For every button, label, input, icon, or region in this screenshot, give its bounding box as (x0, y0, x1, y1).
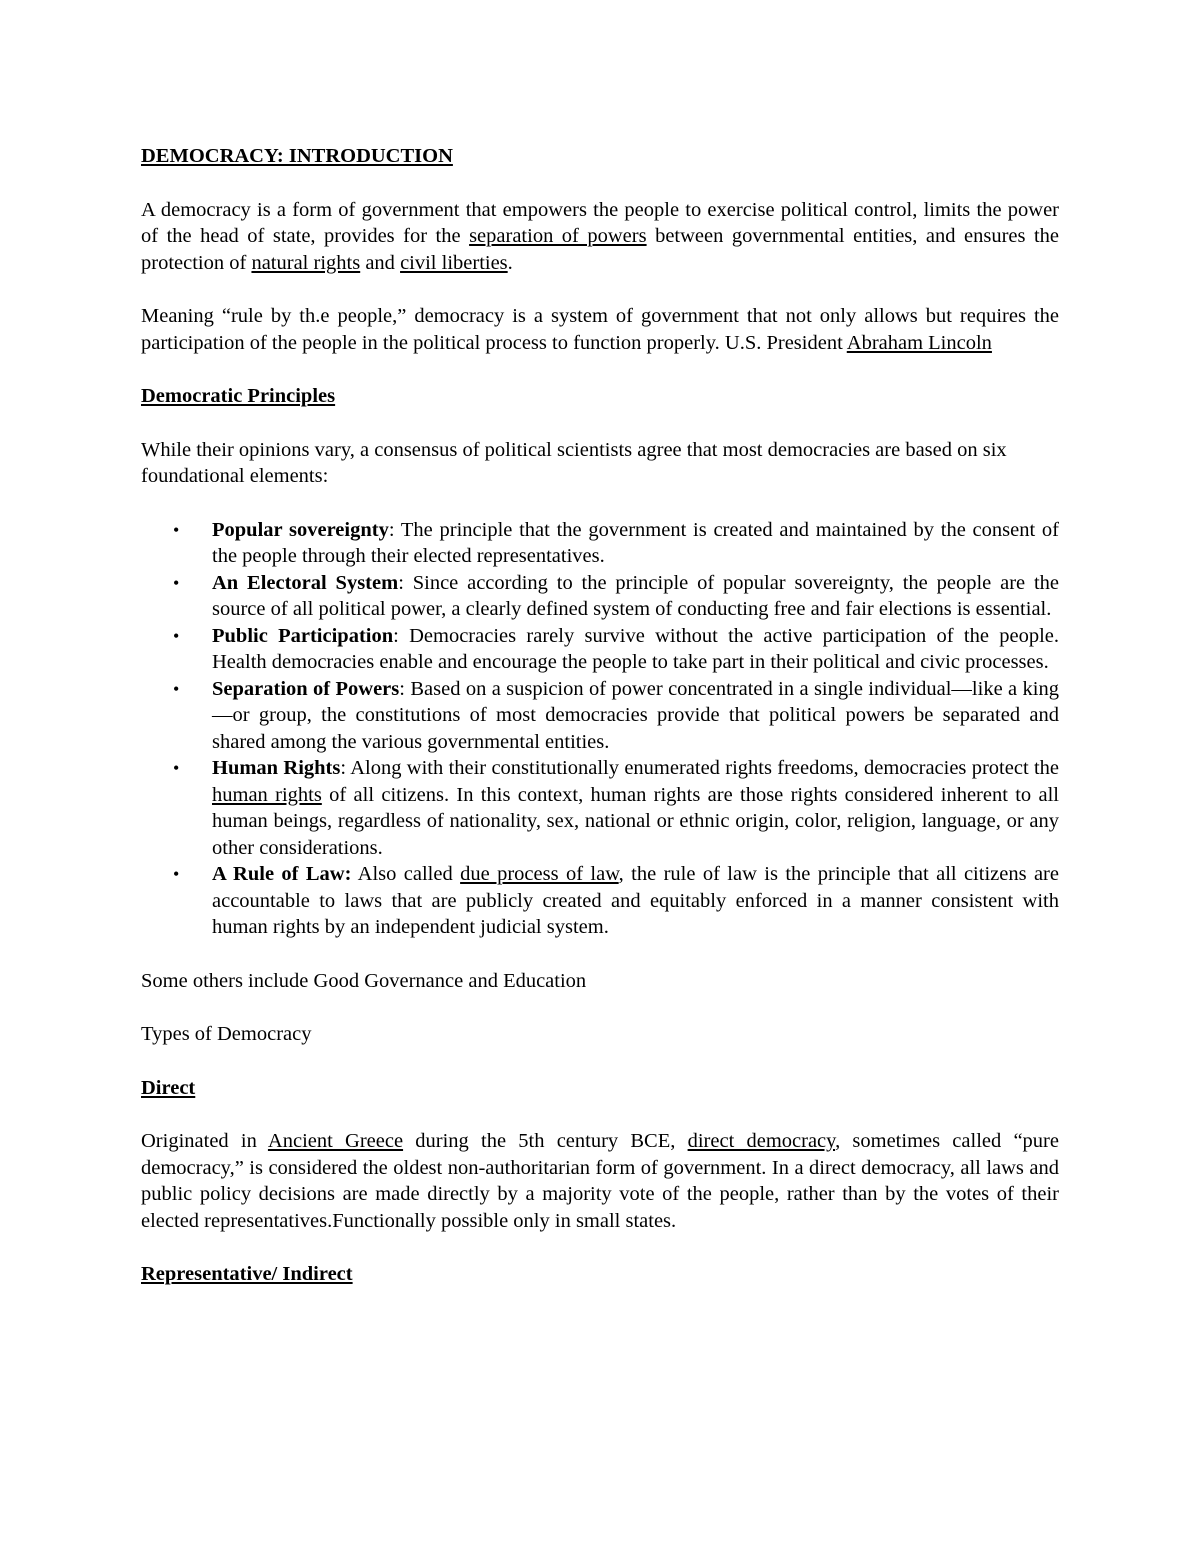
intro-text-1: A democracy is a form of government that empowers the people to exercise political control, limits the power of the head of state, provides for the (141, 198, 1059, 247)
heading-democratic-principles: Democratic Principles (141, 385, 336, 407)
link-due-process-of-law[interactable]: due process of law (460, 863, 619, 885)
principle-text: : Along with their constitutionally enumerated rights freedoms, democracies protect the (340, 757, 1060, 779)
principle-text: : Democracies rarely survive without the active participation of the people. Health democracies enable and encourage the people to take part in their political and civic processes. (212, 624, 1060, 673)
link-human-rights[interactable]: human rights (212, 783, 322, 806)
principles-intro: While their opinions vary, a consensus of political scientists agree that most democracies are based on six foundational elements: (141, 438, 1007, 487)
list-item (141, 517, 1059, 570)
principle-term: An Electoral System (212, 571, 399, 594)
direct-text-2: during the 5th century BCE, (403, 1130, 688, 1152)
intro-text-3: and (360, 251, 401, 274)
link-natural-rights[interactable]: natural rights (251, 251, 361, 274)
bullet-icon: • (173, 519, 180, 540)
principle-term: Separation of Powers (212, 677, 400, 700)
link-abraham-lincoln[interactable]: Abraham Lincoln (846, 331, 992, 354)
principle-text-continued: , the rule of law is the principle that all citizens are accountable to laws that are publicly created and equitably enforced in a manner consistent with human rights by an independent judicial system. (212, 863, 1059, 938)
meaning-text-1: Meaning “rule by th.e people,” democracy is a system of government that not only allows but requires the participation of the people in the political process to function properly. U.S. President (141, 305, 1059, 354)
bullet-icon: • (173, 625, 180, 646)
link-civil-liberties[interactable]: civil liberties (400, 251, 508, 274)
principle-text: : Based on a suspicion of power concentrated in a single individual—like a king—or group, the constitutions of most democracies provide that political powers be separated and shared among the various governmental entities. (212, 677, 1059, 753)
principle-text: : Since according to the principle of popular sovereignty, the people are the source of all political power, a clearly defined system of conducting free and fair elections is essential. (212, 571, 1059, 620)
principle-text: : The principle that the government is created and maintained by the consent of the people through their elected representatives. (212, 518, 1059, 567)
intro-text-4: . (507, 251, 513, 274)
others-paragraph: Some others include Good Governance and Education (141, 969, 587, 992)
direct-text-3: , sometimes called “pure democracy,” is considered the oldest non-authoritarian form of government. In a direct democracy, all laws and public policy decisions are made directly by a majority vote of the people, rather than by the votes of their elected representatives.Functionally possible only in small states. (141, 1130, 1059, 1232)
principle-term: Public Participation (212, 624, 394, 647)
principle-term: Popular sovereignty (212, 518, 389, 541)
bullet-icon: • (173, 572, 180, 593)
list-item (141, 623, 1059, 676)
principle-term: A Rule of Law: (212, 863, 352, 885)
meaning-paragraph (141, 303, 1059, 356)
intro-text-2: between governmental entities, and ensures the protection of (141, 225, 1060, 274)
document-page (141, 143, 1059, 1315)
principles-list (141, 517, 1059, 941)
list-item (141, 755, 1059, 861)
principle-text: Also called (351, 863, 461, 885)
list-item (141, 861, 1059, 941)
document-title: DEMOCRACY: INTRODUCTION (141, 145, 453, 167)
bullet-icon: • (173, 864, 180, 884)
link-ancient-greece[interactable]: Ancient Greece (267, 1130, 404, 1152)
link-direct-democracy[interactable]: direct democracy (687, 1130, 836, 1152)
direct-text-1: Originated in (141, 1130, 268, 1152)
link-separation-of-powers[interactable]: separation of powers (469, 225, 647, 247)
list-item (141, 570, 1059, 623)
intro-paragraph (141, 197, 1059, 277)
heading-direct: Direct (141, 1076, 196, 1099)
principle-text-continued: of all citizens. In this context, human rights are those rights considered inherent to all human beings, regardless of nationality, sex, national or ethnic origin, color, religion, language, or any other considerations. (212, 783, 1059, 859)
types-paragraph: Types of Democracy (141, 1023, 312, 1045)
list-item (141, 676, 1059, 756)
direct-paragraph (141, 1128, 1059, 1234)
bullet-icon: • (173, 678, 180, 699)
principle-term: Human Rights (212, 757, 341, 779)
bullet-icon: • (173, 758, 180, 778)
heading-representative-indirect: Representative/ Indirect (141, 1263, 353, 1285)
